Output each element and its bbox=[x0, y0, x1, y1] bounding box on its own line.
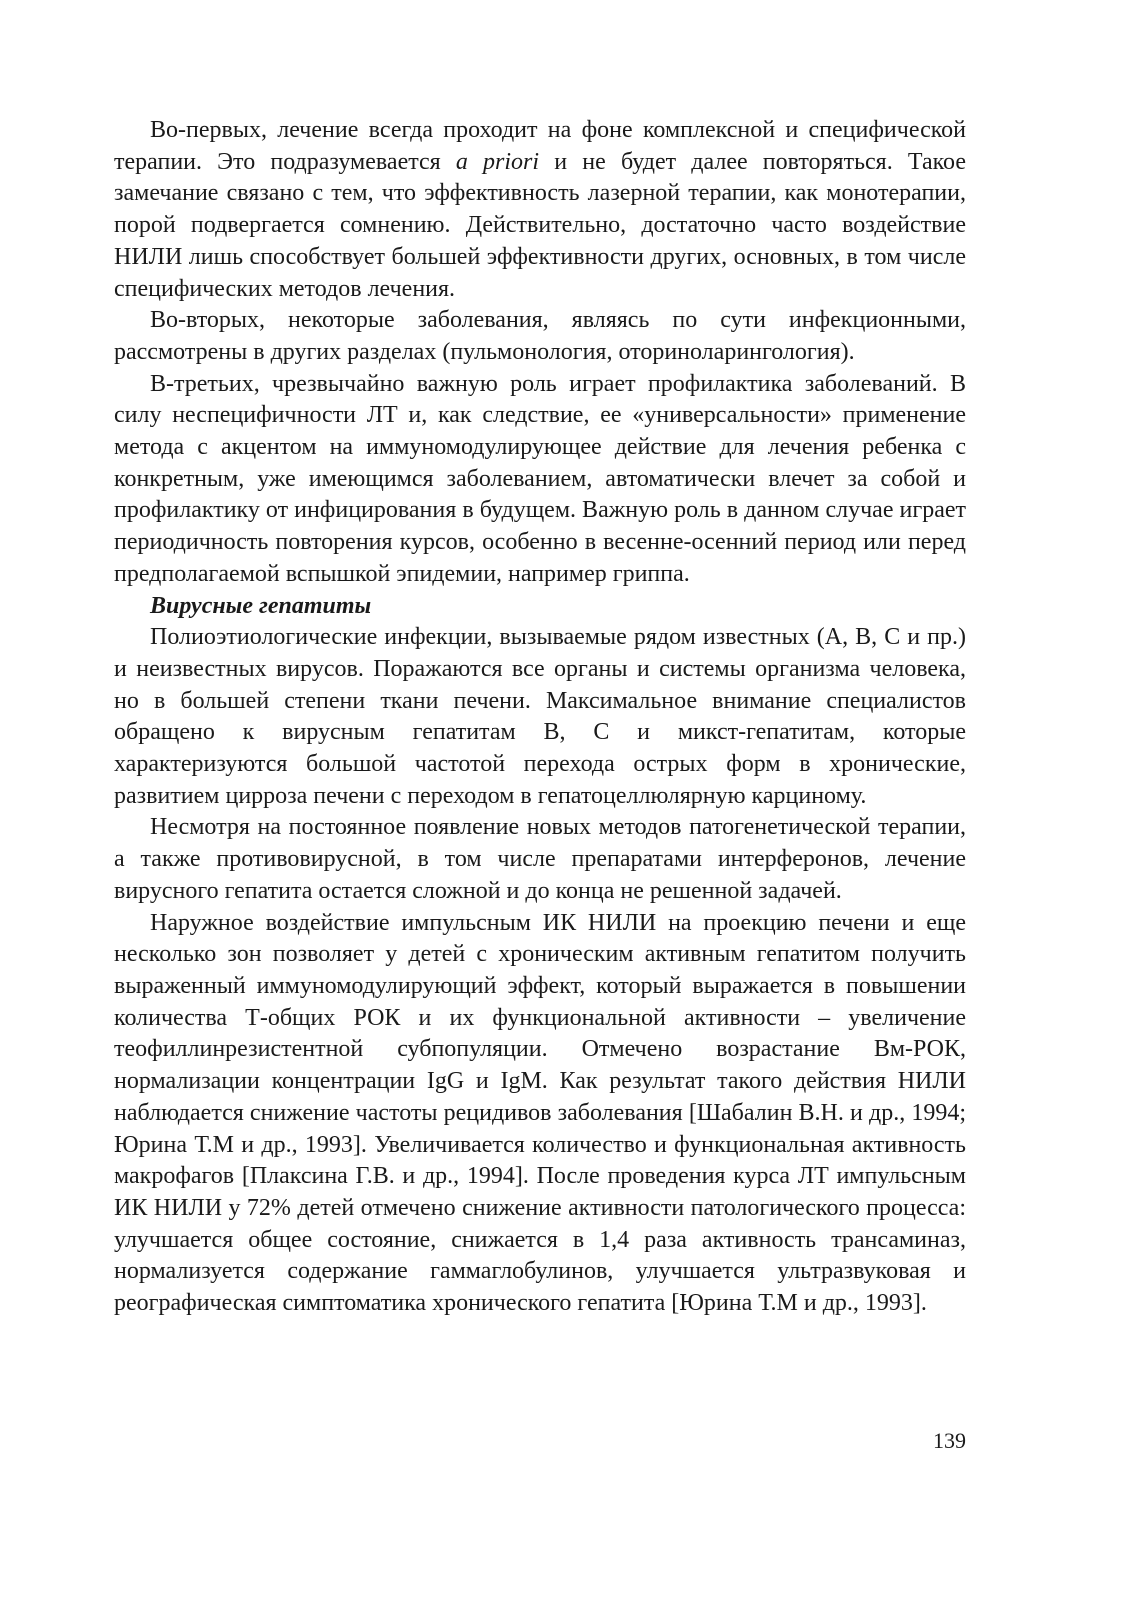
paragraph-second: Во-вторых, некоторые заболевания, являясь по сути инфекционными, рассмотрены в других разделах (пульмонология, оториноларингология). bbox=[114, 307, 966, 365]
italic-phrase: a priori bbox=[455, 148, 540, 175]
paragraph-first-before: Во-первых, лечение всегда проходит на фоне комплексной и специфической терапии. Это подразумевается bbox=[114, 117, 966, 175]
paragraph-hepatitis-intro: Полиоэтиологические инфекции, вызываемые рядом известных (А, В, С и пр.) и неизвестных вирусов. Поражаются все органы и системы организма человека, но в большей степени ткани печени. Максимальное внимание специалистов обращено к вирусным гепатитам В, С и микст-гепатитам, которые характеризуются большой частотой перехода острых форм в хронические, развитием цирроза печени с переходом в гепатоцеллюлярную карциному. bbox=[114, 624, 966, 809]
paragraph-hepatitis-therapy: Несмотря на постоянное появление новых методов патогенетической терапии, а также противовирусной, в том числе препаратами интерферонов, лечение вирусного гепатита остается сложной и до конца не решенной задачей. bbox=[114, 814, 966, 904]
paragraph-first-after: и не будет далее повторяться. Такое замечание связано с тем, что эффективность лазерной терапии, как монотерапии, порой подвергается сомнению. Действительно, достаточно часто воздействие НИЛИ лишь способствует большей эффективности других, основных, в том числе специфических методов лечения. bbox=[114, 148, 966, 302]
paragraph-hepatitis-laser: Наружное воздействие импульсным ИК НИЛИ на проекцию печени и еще несколько зон позволяет у детей с хроническим активным гепатитом получить выраженный иммуномодулирующий эффект, который выражается в повышении количества Т-общих РОК и их функциональной активности – увеличение теофиллинрезистентной субпопуляции. Отмечено возрастание Вм-РОК, нормализации концентрации IgG и IgM. Как результат такого действия НИЛИ наблюдается снижение частоты рецидивов заболевания [Шабалин В.Н. и др., 1994; Юрина Т.М и др., 1993]. Увеличивается количество и функциональная активность макрофагов [Плаксина Г.В. и др., 1994]. После проведения курса ЛТ импульсным ИК НИЛИ у 72% детей отмечено снижение активности патологического процесса: улучшается общее состояние, снижается в 1,4 раза активность трансаминаз, нормализуется содержание гаммаглобулинов, улучшается ультразвуковая и реографическая симптоматика хронического гепатита [Юрина Т.М и др., 1993]. bbox=[114, 909, 966, 1317]
page-number: 139 bbox=[933, 1428, 966, 1453]
paragraph-first bbox=[114, 115, 966, 305]
paragraph-third: В-третьих, чрезвычайно важную роль играет профилактика заболеваний. В силу неспецифичности ЛТ и, как следствие, ее «универсальности» применение метода с акцентом на иммуномодулирующее действие для лечения ребенка с конкретным, уже имеющимся заболеванием, автоматически влечет за собой и профилактику от инфицирования в будущем. Важную роль в данном случае играет периодичность повторения курсов, особенно в весенне-осенний период или перед предполагаемой вспышкой эпидемии, например гриппа. bbox=[114, 370, 966, 587]
section-heading: Вирусные гепатиты bbox=[150, 592, 372, 619]
body-text bbox=[114, 115, 966, 1320]
